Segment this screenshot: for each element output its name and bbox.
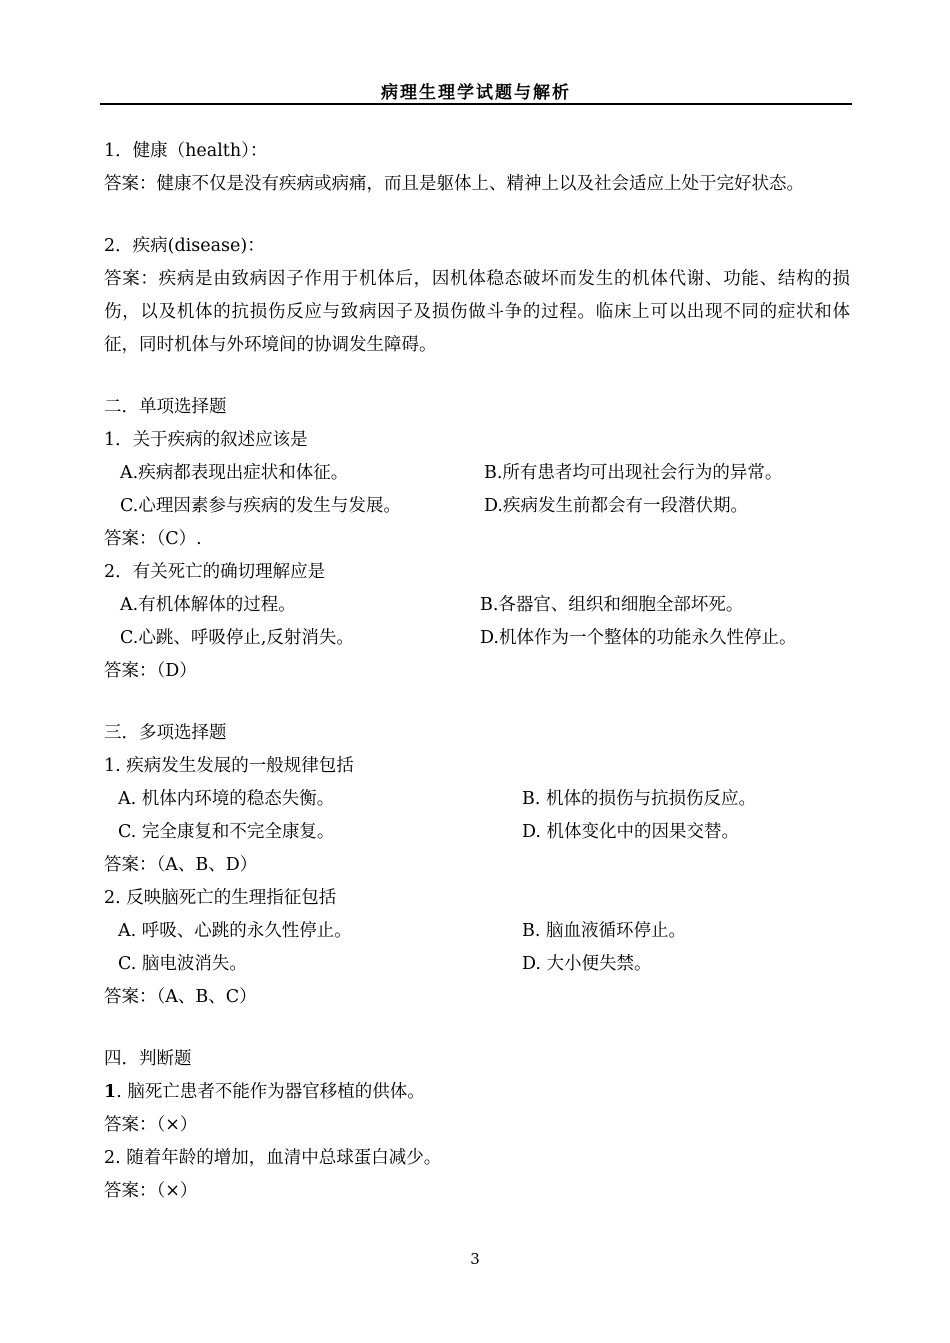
option-b: B. 机体的损伤与抗损伤反应。 xyxy=(522,789,756,809)
option-d: D.机体作为一个整体的功能永久性停止。 xyxy=(480,628,797,648)
answer-paragraph: 答案：疾病是由致病因子作用于机体后，因机体稳态破坏而发生的机体代谢、功能、结构的损伤，以及机体的抗损伤反应与致病因子及损伤做斗争的过程。临床上可以出现不同的症状和体征，同时机体与外环境间的协调发生障碍。 xyxy=(104,269,850,355)
option-d: D.疾病发生前都会有一段潜伏期。 xyxy=(484,496,748,516)
option-c: C. 脑电波消失。 xyxy=(118,954,247,974)
answer-text: 答案：（×） xyxy=(104,1115,198,1135)
question-title: 1. 疾病发生发展的一般规律包括 xyxy=(104,756,354,776)
answer-text: 答案：（D） xyxy=(104,661,197,681)
statement-number: 1 xyxy=(104,1082,117,1102)
header-rule xyxy=(100,103,852,105)
option-b: B.所有患者均可出现社会行为的异常。 xyxy=(484,463,783,483)
option-a: A.疾病都表现出症状和体征。 xyxy=(120,463,349,483)
answer-text: 答案：（×） xyxy=(104,1181,198,1201)
answer-text: 答案：（A、B、C） xyxy=(104,987,257,1007)
document-body xyxy=(104,135,864,1208)
page-header-title: 病理生理学试题与解析 xyxy=(381,83,571,103)
option-c: C.心跳、呼吸停止,反射消失。 xyxy=(120,628,354,648)
option-row xyxy=(104,622,864,655)
option-a: A.有机体解体的过程。 xyxy=(120,595,296,615)
option-row xyxy=(104,490,864,523)
option-d: D. 大小便失禁。 xyxy=(522,954,652,974)
statement-text: 2. 随着年龄的增加，血清中总球蛋白减少。 xyxy=(104,1148,442,1168)
option-row xyxy=(104,589,864,622)
question-title: 2．有关死亡的确切理解应是 xyxy=(104,562,326,582)
option-a: A. 呼吸、心跳的永久性停止。 xyxy=(118,921,352,941)
answer-text: 答案：（A、B、D） xyxy=(104,855,258,875)
option-b: B.各器官、组织和细胞全部坏死。 xyxy=(480,595,744,615)
option-a: A. 机体内环境的稳态失衡。 xyxy=(118,789,335,809)
page-number: 3 xyxy=(470,1250,480,1268)
section-heading: 二．单项选择题 xyxy=(104,397,227,417)
option-b: B. 脑血液循环停止。 xyxy=(522,921,686,941)
option-d: D. 机体变化中的因果交替。 xyxy=(522,822,740,842)
question-title: 1．健康（health）： xyxy=(104,141,268,161)
option-c: C.心理因素参与疾病的发生与发展。 xyxy=(120,496,401,516)
answer-text: 答案：健康不仅是没有疾病或病痛，而且是躯体上、精神上以及社会适应上处于完好状态。 xyxy=(104,174,804,194)
option-row xyxy=(104,783,864,816)
section-heading: 三．多项选择题 xyxy=(104,723,227,743)
option-row xyxy=(104,915,864,948)
section-heading: 四．判断题 xyxy=(104,1049,192,1069)
answer-text: 答案：（C）. xyxy=(104,529,202,549)
option-row xyxy=(104,948,864,981)
question-title: 2. 反映脑死亡的生理指征包括 xyxy=(104,888,337,908)
question-title: 1．关于疾病的叙述应该是 xyxy=(104,430,308,450)
statement-item xyxy=(104,1076,864,1109)
question-title: 2．疾病(disease)： xyxy=(104,236,265,256)
option-row xyxy=(104,457,864,490)
statement-text: . 脑死亡患者不能作为器官移植的供体。 xyxy=(116,1082,425,1102)
option-c: C. 完全康复和不完全康复。 xyxy=(118,822,335,842)
option-row xyxy=(104,816,864,849)
